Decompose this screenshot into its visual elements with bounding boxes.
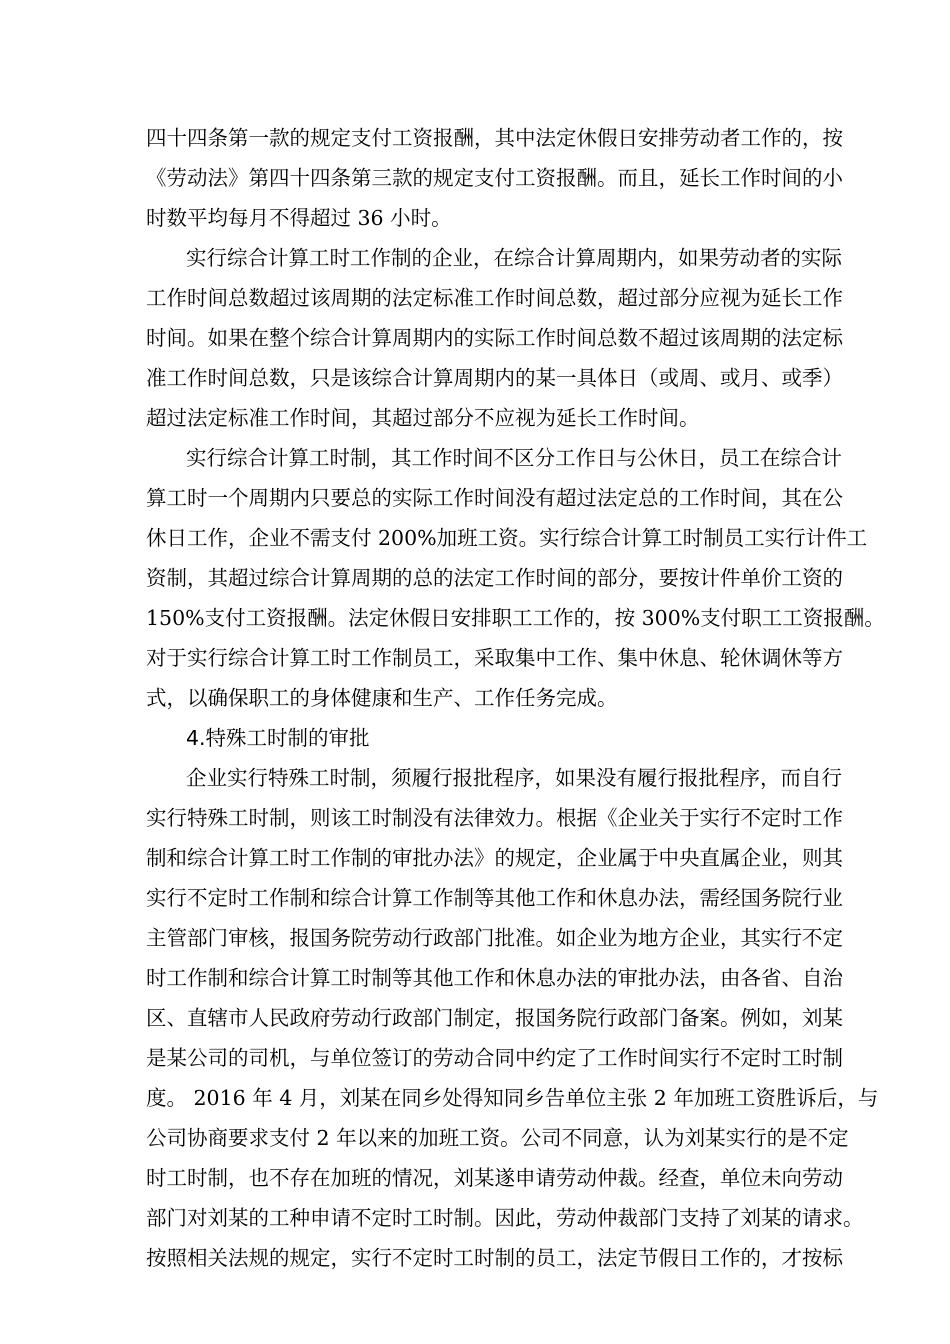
text-line: 时间。如果在整个综合计算周期内的实际工作时间总数不超过该周期的法定标	[146, 326, 843, 350]
text-line: 150%支付工资报酬。法定休假日安排职工工作的，按 300%支付职工工资报酬。	[146, 606, 885, 630]
text-line: 制和综合计算工时工作制的审批办法》的规定，企业属于中央直属企业，则其	[146, 846, 843, 870]
text-line: 四十四条第一款的规定支付工资报酬，其中法定休假日安排劳动者工作的，按	[146, 126, 843, 150]
text-line: 《劳动法》第四十四条第三款的规定支付工资报酬。而且，延长工作时间的小	[146, 166, 843, 190]
text-line: 是某公司的司机，与单位签订的劳动合同中约定了工作时间实行不定时工时制	[146, 1046, 843, 1070]
text-line: 超过法定标准工作时间，其超过部分不应视为延长工作时间。	[146, 406, 700, 430]
text-line: 时数平均每月不得超过 36 小时。	[146, 206, 452, 230]
text-line: 区、直辖市人民政府劳动行政部门制定，报国务院行政部门备案。例如，刘某	[146, 1006, 843, 1030]
text-line: 准工作时间总数，只是该综合计算周期内的某一具体日（或周、或月、或季）	[146, 366, 843, 390]
text-line: 公司协商要求支付 2 年以来的加班工资。公司不同意，认为刘某实行的是不定	[146, 1126, 849, 1150]
text-line: 算工时一个周期内只要总的实际工作时间没有超过法定总的工作时间，其在公	[146, 486, 843, 510]
text-line: 实行特殊工时制，则该工时制没有法律效力。根据《企业关于实行不定时工作	[146, 806, 843, 830]
text-line: 实行不定时工作制和综合计算工作制等其他工作和休息办法，需经国务院行业	[146, 886, 843, 910]
text-line: 式，以确保职工的身体健康和生产、工作任务完成。	[146, 686, 618, 710]
text-line: 按照相关法规的规定，实行不定时工时制的员工，法定节假日工作的，才按标	[146, 1246, 843, 1270]
text-line: 资制，其超过综合计算周期的总的法定工作时间的部分，要按计件单价工资的	[146, 566, 843, 590]
text-line: 时工作制和综合计算工时制等其他工作和休息办法的审批办法，由各省、自治	[146, 966, 843, 990]
text-line: 实行综合计算工时制，其工作时间不区分工作日与公休日，员工在综合计	[186, 446, 842, 470]
text-line: 部门对刘某的工种申请不定时工时制。因此，劳动仲裁部门支持了刘某的请求。	[146, 1206, 864, 1230]
text-line: 休日工作，企业不需支付 200%加班工资。实行综合计算工时制员工实行计件工	[146, 526, 868, 550]
text-line: 度。 2016 年 4 月，刘某在同乡处得知同乡告单位主张 2 年加班工资胜诉后，与	[146, 1086, 879, 1110]
text-line: 主管部门审核，报国务院劳动行政部门批准。如企业为地方企业，其实行不定	[146, 926, 843, 950]
text-line: 工作时间总数超过该周期的法定标准工作时间总数，超过部分应视为延长工作	[146, 286, 843, 310]
text-line: 实行综合计算工时工作制的企业，在综合计算周期内，如果劳动者的实际	[186, 246, 842, 270]
text-line: 时工时制，也不存在加班的情况，刘某遂申请劳动仲裁。经查，单位未向劳动	[146, 1166, 843, 1190]
section-heading: 4.特殊工时制的审批	[186, 726, 370, 750]
text-line: 对于实行综合计算工时工作制员工，采取集中工作、集中休息、轮休调休等方	[146, 646, 843, 670]
text-line: 企业实行特殊工时制，须履行报批程序，如果没有履行报批程序，而自行	[186, 766, 842, 790]
